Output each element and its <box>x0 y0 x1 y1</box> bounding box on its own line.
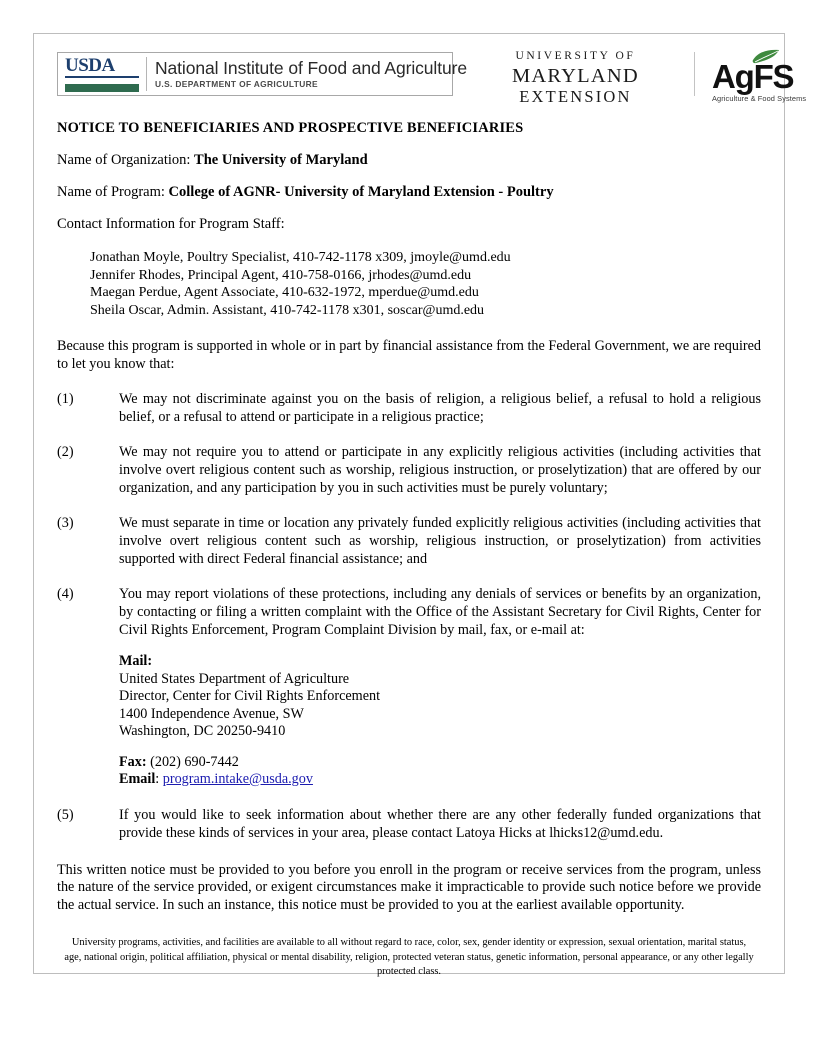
usda-seal-icon <box>64 56 142 92</box>
item-marker: (4) <box>57 586 74 602</box>
address-spacer <box>119 741 761 754</box>
logo-vertical-divider <box>694 52 695 96</box>
item-marker: (2) <box>57 444 74 460</box>
fax-label: Fax: <box>119 753 147 770</box>
item-text: We must separate in time or location any privately funded explicitly religious activities (including activities that involve overt religious content such as worship, religious instruction, or proselytization) from activities supported with direct Federal financial assistance; and <box>119 515 761 567</box>
numbered-item-2 <box>57 443 761 497</box>
numbered-item-4 <box>57 585 761 639</box>
nondiscrimination-footer: University programs, activities, and facilities are available to all without regard to race, color, sex, gender identity or expression, sexual orientation, marital status, age, national origin, political affiliation, physical or mental disability, religion, protected veteran status, genetic information, personal appearance, or any other legally protected class. <box>64 937 754 977</box>
item-marker: (5) <box>57 806 74 823</box>
item-marker: (3) <box>57 515 74 531</box>
usda-agency-title: National Institute of Food and Agriculture <box>155 57 467 78</box>
umd-logo-line-3: EXTENSION <box>519 87 632 106</box>
item-text: You may report violations of these protections, including any denials of services or benefits by an organization, by contacting or filing a written complaint with the Office of the Assistant Secretary for Civil Rights, Center for Civil Rights Enforcement, Program Complaint Division by mail, fax, or e-mail at: <box>119 586 761 638</box>
contact-heading: Contact Information for Program Staff: <box>57 216 285 232</box>
usda-department-subtitle: U.S. DEPARTMENT OF AGRICULTURE <box>155 79 318 90</box>
document-header <box>57 46 807 106</box>
agfs-wordmark: AgFS <box>712 58 794 95</box>
mail-address-line-3: 1400 Independence Avenue, SW <box>119 705 304 722</box>
umd-logo-line-1: UNIVERSITY OF <box>515 50 636 62</box>
contact-list <box>57 249 761 319</box>
organization-line <box>57 152 761 169</box>
item-text: If you would like to seek information about whether there are any other federally funded organizations that provide these kinds of services in your area, please contact Latoya Hicks at lhicks12@umd.edu. <box>119 806 761 841</box>
umd-extension-logo <box>512 51 639 106</box>
list-item: Sheila Oscar, Admin. Assistant, 410-742-1178 x301, soscar@umd.edu <box>90 302 485 318</box>
intro-paragraph: Because this program is supported in whole or in part by financial assistance from the Federal Government, we are required to let you know that: <box>57 338 761 372</box>
mail-address-line-4: Washington, DC 20250-9410 <box>119 723 286 739</box>
usda-rule <box>65 76 139 78</box>
mail-address-line-1: United States Department of Agriculture <box>119 670 350 687</box>
page-title: NOTICE TO BENEFICIARIES AND PROSPECTIVE BENEFICIARIES <box>57 120 524 136</box>
numbered-item-5 <box>57 806 761 842</box>
page-content <box>34 34 807 980</box>
usda-field-graphic <box>65 79 139 92</box>
mail-address-line-2: Director, Center for Civil Rights Enforcement <box>119 688 381 704</box>
numbered-item-1 <box>57 390 761 426</box>
item-marker: (1) <box>57 391 74 407</box>
list-item: Jennifer Rhodes, Principal Agent, 410-758-0166, jrhodes@umd.edu <box>90 267 472 283</box>
mail-label: Mail: <box>119 653 153 669</box>
program-line <box>57 184 761 201</box>
usda-wordmark: USDA <box>65 55 115 76</box>
usda-logo-block <box>57 52 467 96</box>
item-text: We may not require you to attend or participate in any explicitly religious activities (including activities that involve overt religious content such as worship, religious instruction, or proselytization) that are offered by our organization, and any participation by you in such activities must be purely voluntary; <box>119 444 761 496</box>
leaf-icon <box>750 49 780 65</box>
email-separator: : <box>155 771 160 787</box>
program-value: College of AGNR- University of Maryland Extension - Poultry <box>168 184 554 200</box>
organization-value: The University of Maryland <box>194 152 368 168</box>
email-line <box>119 771 761 789</box>
email-link[interactable]: program.intake@usda.gov <box>162 771 313 787</box>
email-label: Email <box>119 771 156 787</box>
list-item: Maegan Perdue, Agent Associate, 410-632-1972, mperdue@umd.edu <box>90 285 479 300</box>
usda-agency-text <box>155 57 467 90</box>
umd-logo-line-2: MARYLAND <box>512 64 639 87</box>
document-page <box>33 33 807 977</box>
complaint-contact-block <box>57 653 761 789</box>
fax-line <box>119 754 761 772</box>
agfs-tagline: Agriculture & Food Systems <box>712 94 807 103</box>
usda-logo-divider <box>146 57 147 91</box>
program-label: Name of Program: <box>57 184 165 200</box>
closing-paragraph: This written notice must be provided to you before you enroll in the program or receive services from the program, unless the nature of the service provided, or exigent circumstances make it impracticable to provide such notice before we provide the actual service. In such an instance, this notice must be provided to you at the earliest available opportunity. <box>57 861 761 913</box>
list-item: Jonathan Moyle, Poultry Specialist, 410-742-1178 x309, jmoyle@umd.edu <box>90 250 511 265</box>
item-text: We may not discriminate against you on the basis of religion, a religious belief, a refusal to hold a religious belief, or a refusal to attend or participate in a religious practice; <box>119 391 761 425</box>
fax-value: (202) 690-7442 <box>150 753 239 770</box>
organization-label: Name of Organization: <box>57 152 191 168</box>
agfs-logo <box>712 50 816 103</box>
numbered-item-3 <box>57 514 761 568</box>
